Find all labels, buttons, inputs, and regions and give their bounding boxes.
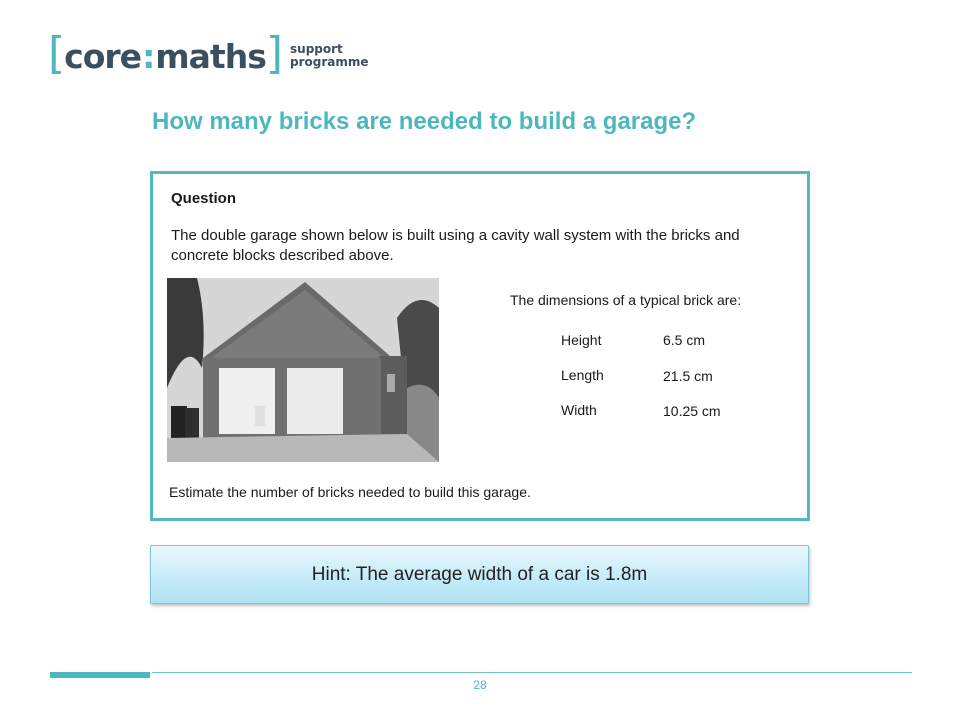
logo-bracket-left: [ <box>48 28 65 79</box>
logo-colon: : <box>142 36 155 76</box>
logo-bracket-right: ] <box>265 28 283 79</box>
page-number: 28 <box>473 678 487 692</box>
slide-title: How many bricks are needed to build a garage? <box>152 108 697 135</box>
dimension-value-width: 10.25 cm <box>663 403 721 419</box>
logo-word-maths: maths <box>155 36 266 76</box>
logo-wordmark <box>48 28 283 79</box>
dimension-value-height: 6.5 cm <box>663 332 706 348</box>
logo-sub-line2: programme <box>290 55 369 69</box>
logo-word-core: core <box>64 36 142 76</box>
question-text: The double garage shown below is built using a cavity wall system with the bricks and concrete blocks described above. <box>171 227 740 264</box>
dimensions-title: The dimensions of a typical brick are: <box>510 292 742 308</box>
logo-sub-line1: support <box>290 42 343 56</box>
question-footer: Estimate the number of bricks needed to build this garage. <box>169 484 531 500</box>
logo-subtitle <box>290 43 369 69</box>
question-heading: Question <box>171 190 237 207</box>
garage-photo <box>167 278 439 462</box>
dimension-label-height: Height <box>561 332 602 348</box>
question-box <box>150 171 810 521</box>
dimension-label-width: Width <box>561 402 597 418</box>
core-maths-logo <box>48 28 369 79</box>
dimension-value-length: 21.5 cm <box>663 368 713 384</box>
dimension-label-length: Length <box>561 367 604 383</box>
hint-box[interactable]: Hint: The average width of a car is 1.8m <box>150 545 809 604</box>
footer-divider <box>152 672 912 673</box>
garage-photo-illustration <box>167 278 439 462</box>
footer-accent-bar <box>50 672 150 678</box>
